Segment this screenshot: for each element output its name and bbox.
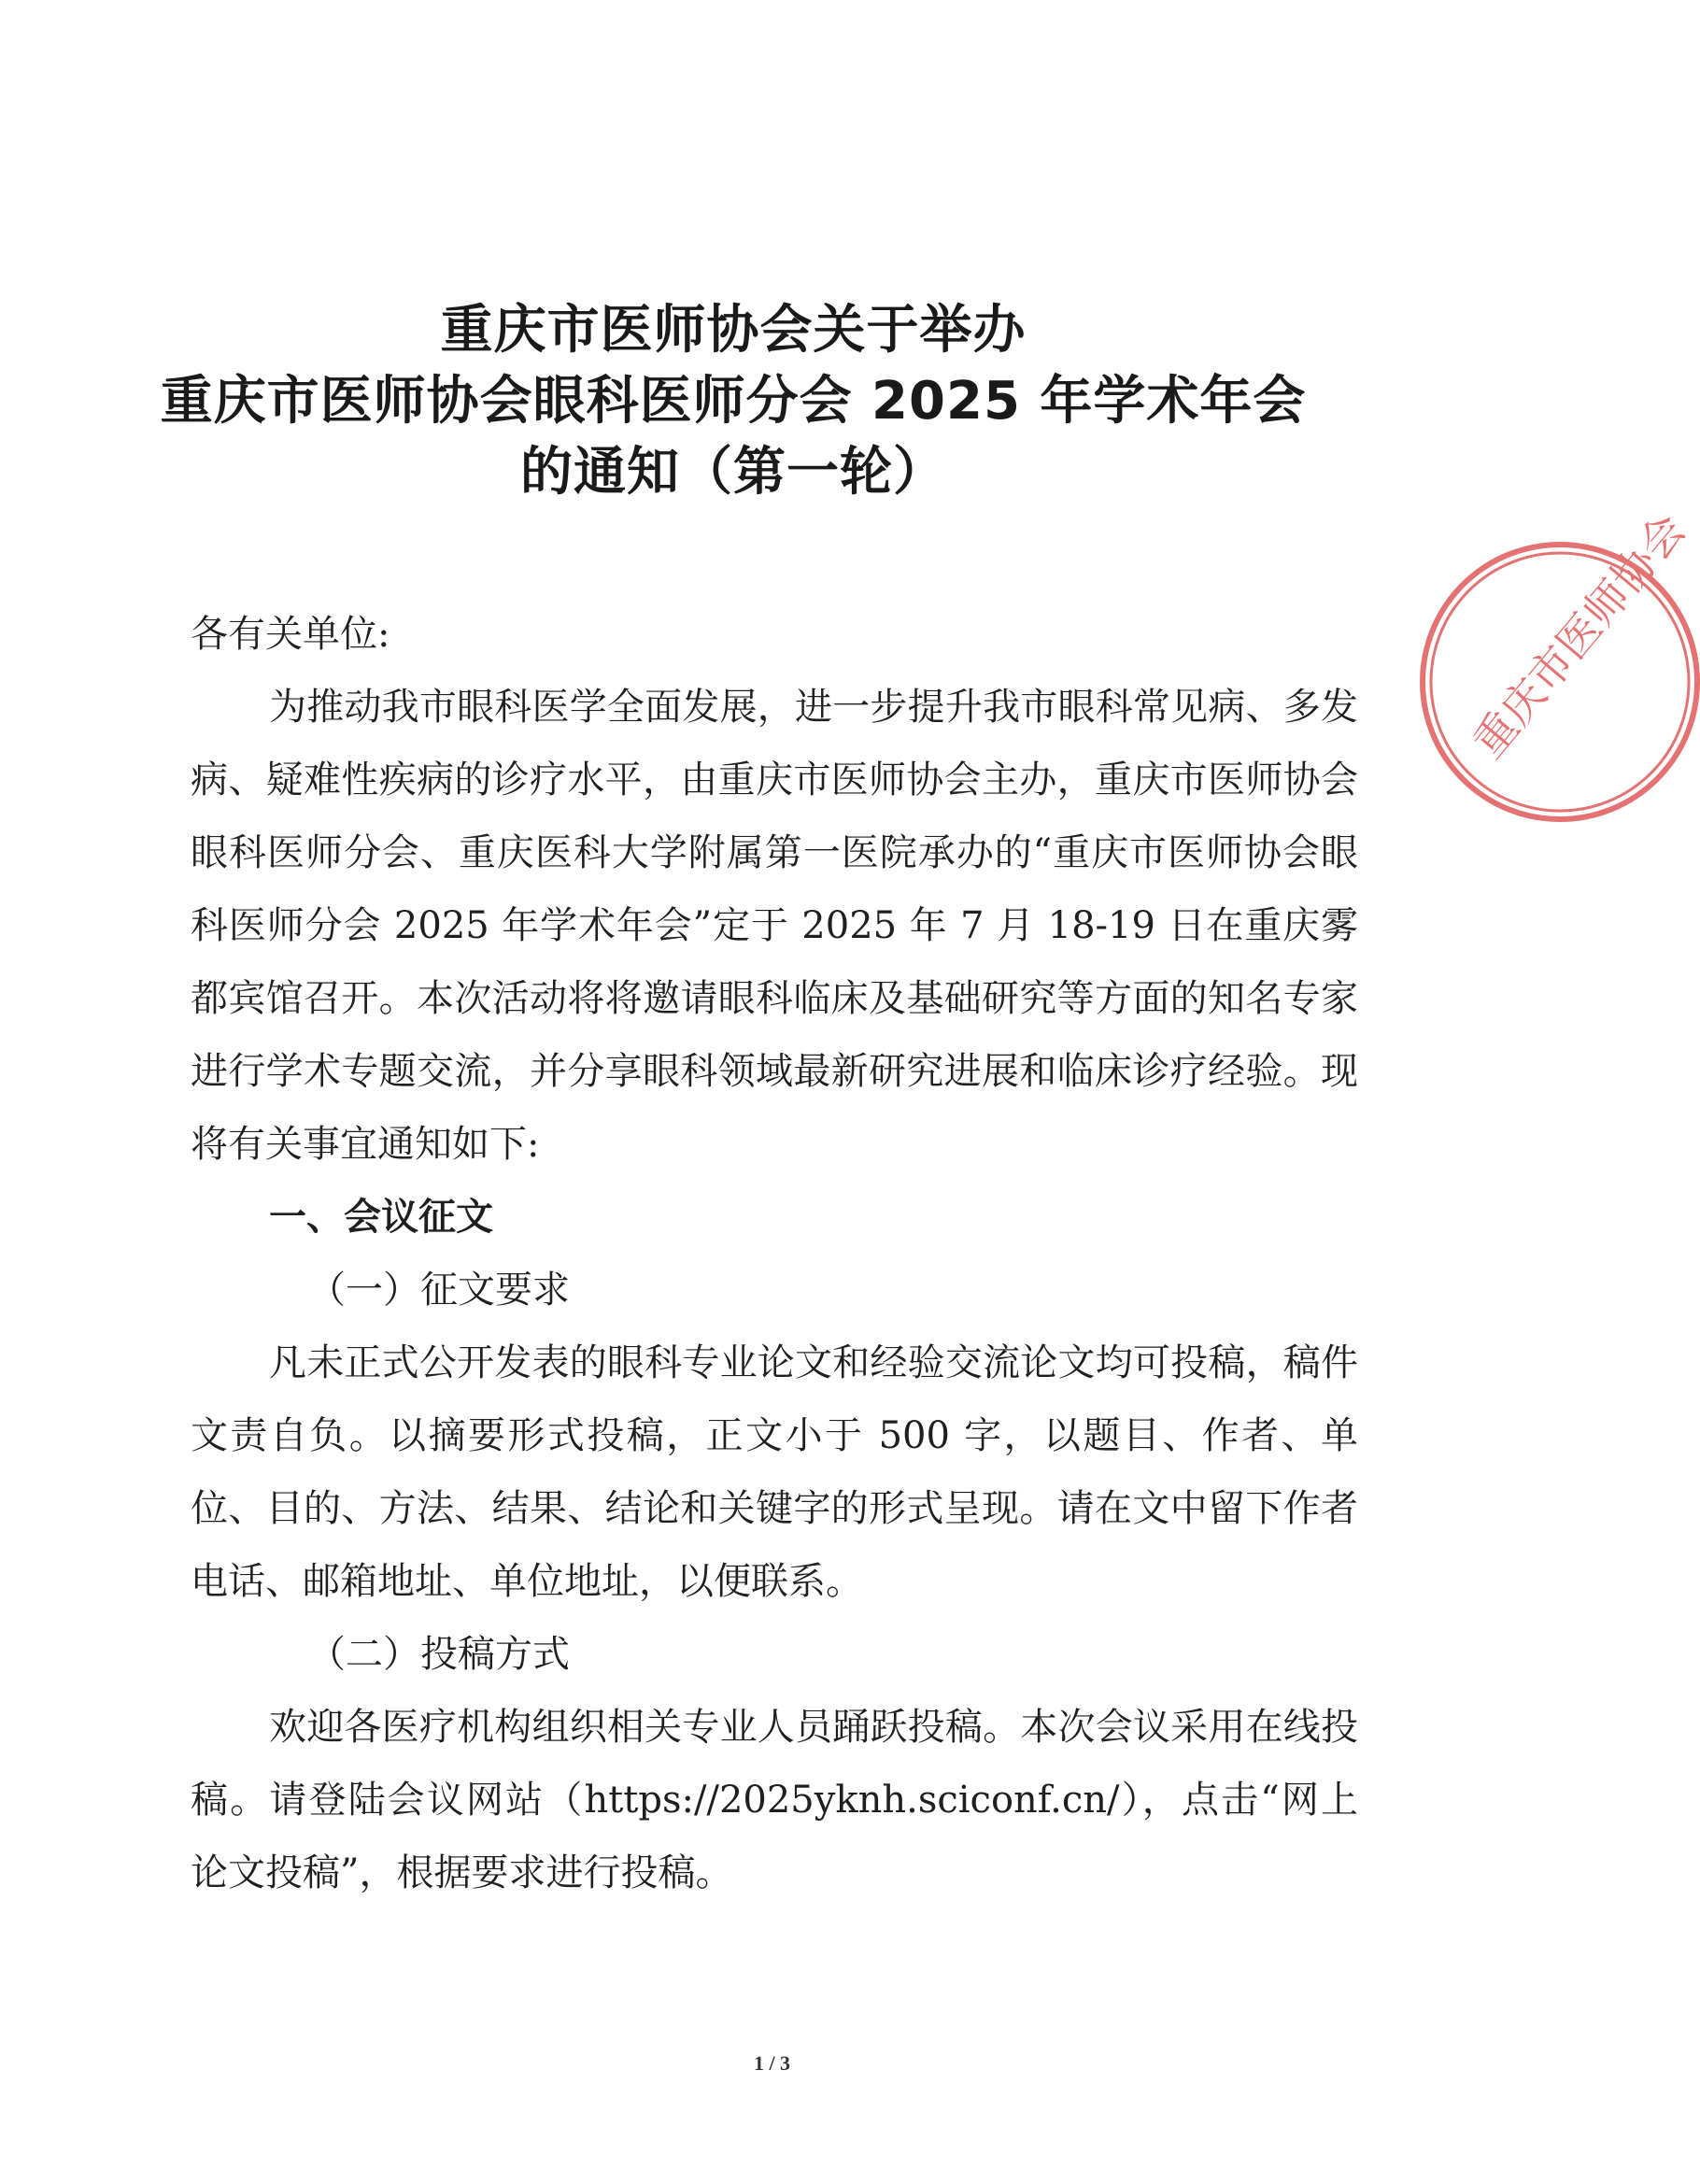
seal-graphic bbox=[1420, 503, 1700, 822]
title-line-1: 重庆市医师协会关于举办 bbox=[440, 300, 1027, 361]
document-title bbox=[140, 297, 1326, 506]
subsection-1-paragraph: 凡未正式公开发表的眼科专业论文和经验交流论文均可投稿，稿件文责自负。以摘要形式投稿，正文小于 500 字，以题目、作者、单位、目的、方法、结果、结论和关键字的形式呈现。请在文中留下作者电话、邮箱地址、单位地址，以便联系。 bbox=[191, 1341, 1358, 1603]
subsection-2-paragraph: 欢迎各医疗机构组织相关专业人员踊跃投稿。本次会议采用在线投稿。请登陆会议网站（https://2025yknh.sciconf.cn/），点击“网上论文投稿”，根据要求进行投稿。 bbox=[191, 1706, 1358, 1894]
salutation: 各有关单位: bbox=[191, 613, 390, 656]
page-number: 1 / 3 bbox=[753, 2051, 791, 2075]
subsection-heading-2: （二）投稿方式 bbox=[308, 1633, 570, 1676]
title-line-2: 重庆市医师协会眼科医师分会 2025 年学术年会 bbox=[160, 371, 1307, 432]
official-seal bbox=[1420, 503, 1700, 822]
section-heading-1: 一、会议征文 bbox=[269, 1196, 493, 1239]
subsection-heading-1: （一）征文要求 bbox=[308, 1269, 570, 1312]
title-line-3: 的通知（第一轮） bbox=[520, 442, 946, 503]
svg-text:重庆市医师协会: 重庆市医师协会 bbox=[1463, 503, 1695, 768]
intro-paragraph: 为推动我市眼科医学全面发展，进一步提升我市眼科常见病、多发病、疑难性疾病的诊疗水平，由重庆市医师协会主办，重庆市医师协会眼科医师分会、重庆医科大学附属第一医院承办的“重庆市医师协会眼科医师分会 2025 年学术年会”定于 2025 年 7 月 18-19 日在重庆雾都宾馆召开。本次活动将将邀请眼科临床及基础研究等方面的知名专家进行学术专题交流，并分享眼科领域最新研究进展和临床诊疗经验。现将有关事宜通知如下: bbox=[191, 686, 1358, 1166]
document-body bbox=[191, 598, 1358, 1909]
